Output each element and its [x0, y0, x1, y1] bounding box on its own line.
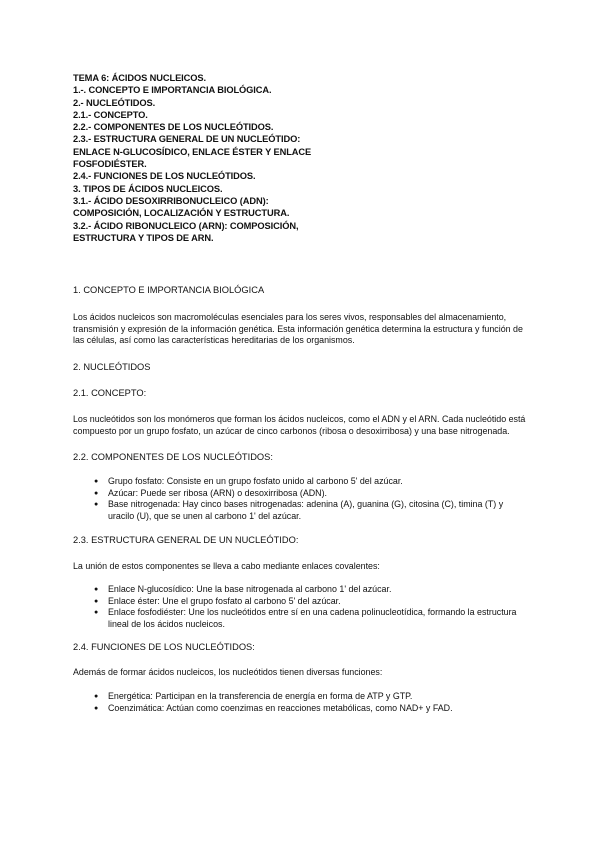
toc-line: TEMA 6: ÁCIDOS NUCLEICOS. [73, 73, 206, 83]
list-item: ● Azúcar: Puede ser ribosa (ARN) o desoxirribosa (ADN). [108, 488, 530, 500]
toc-line: 2.2.- COMPONENTES DE LOS NUCLEÓTIDOS. [73, 122, 274, 133]
toc-line: 2.3.- ESTRUCTURA GENERAL DE UN NUCLEÓTIDO: [73, 134, 301, 145]
section-1-title: 1. CONCEPTO E IMPORTANCIA BIOLÓGICA [73, 285, 265, 296]
section-2-4-paragraph: Además de formar ácidos nucleicos, los nucleótidos tienen diversas funciones: [73, 667, 383, 678]
toc-line: ENLACE N-GLUCOSÍDICO, ENLACE ÉSTER Y ENLACE [73, 146, 312, 157]
section-2-2-title: 2.2. COMPONENTES DE LOS NUCLEÓTIDOS: [73, 452, 273, 463]
list-item: ● Enlace N-glucosídico: Une la base nitrogenada al carbono 1' del azúcar. [108, 584, 530, 596]
section-2-3-title: 2.3. ESTRUCTURA GENERAL DE UN NUCLEÓTIDO: [73, 534, 299, 545]
toc-line: 1.-. CONCEPTO E IMPORTANCIA BIOLÓGICA. [73, 85, 272, 96]
toc-line: FOSFODIÉSTER. [73, 159, 147, 170]
toc-line: 3.1.- ÁCIDO DESOXIRRIBONUCLEICO (ADN): [73, 195, 269, 206]
list-item: ● Energética: Participan en la transferencia de energía en forma de ATP y GTP. [108, 691, 530, 703]
section-2-title: 2. NUCLEÓTIDOS [73, 361, 151, 372]
section-2-1-title: 2.1. CONCEPTO: [73, 387, 147, 398]
toc-line: 2.4.- FUNCIONES DE LOS NUCLEÓTIDOS. [73, 171, 256, 182]
section-1-paragraph: Los ácidos nucleicos son macromoléculas esenciales para los seres vivos, responsables del almacenamiento, transmisión y expresión de la información genética. Esta información genética determina la estructura y función de las células, así como las características hereditarias de los organismos. [73, 312, 523, 346]
components-list [73, 476, 530, 522]
list-item: ● Enlace éster: Une el grupo fosfato al carbono 5' del azúcar. [108, 596, 530, 608]
toc-line: 3. TIPOS DE ÁCIDOS NUCLEICOS. [73, 183, 223, 194]
list-item: ● Grupo fosfato: Consiste en un grupo fosfato unido al carbono 5' del azúcar. [108, 476, 530, 488]
list-item: ● Base nitrogenada: Hay cinco bases nitrogenadas: adenina (A), guanina (G), citosina (C), timina (T) y uracilo (U), que se unen al carbono 1' del azúcar. [108, 499, 530, 522]
toc-line: 2.1.- CONCEPTO. [73, 109, 148, 120]
toc-line: ESTRUCTURA Y TIPOS DE ARN. [73, 232, 214, 243]
list-item: ● Coenzimática: Actúan como coenzimas en reacciones metabólicas, como NAD+ y FAD. [108, 703, 530, 715]
toc-line: 3.2.- ÁCIDO RIBONUCLEICO (ARN): COMPOSICIÓN, [73, 220, 299, 231]
list-item: ● Enlace fosfodiéster: Une los nucleótidos entre sí en una cadena polinucleotídica, formando la estructura lineal de los ácidos nucleicos. [108, 607, 530, 630]
toc-line: COMPOSICIÓN, LOCALIZACIÓN Y ESTRUCTURA. [73, 208, 290, 219]
toc-line: 2.- NUCLEÓTIDOS. [73, 97, 156, 108]
section-2-1-paragraph: Los nucleótidos son los monómeros que forman los ácidos nucleicos, como el ADN y el ARN. Cada nucleótido está compuesto por un grupo fosfato, un azúcar de cinco carbonos (ribosa o desoxirribosa) y una base nitrogenada. [73, 413, 526, 436]
table-of-contents [73, 72, 530, 244]
functions-list [73, 691, 530, 714]
section-2-4-title: 2.4. FUNCIONES DE LOS NUCLEÓTIDOS: [73, 642, 255, 653]
bonds-list [73, 584, 530, 630]
section-2-3-paragraph: La unión de estos componentes se lleva a cabo mediante enlaces covalentes: [73, 560, 380, 571]
